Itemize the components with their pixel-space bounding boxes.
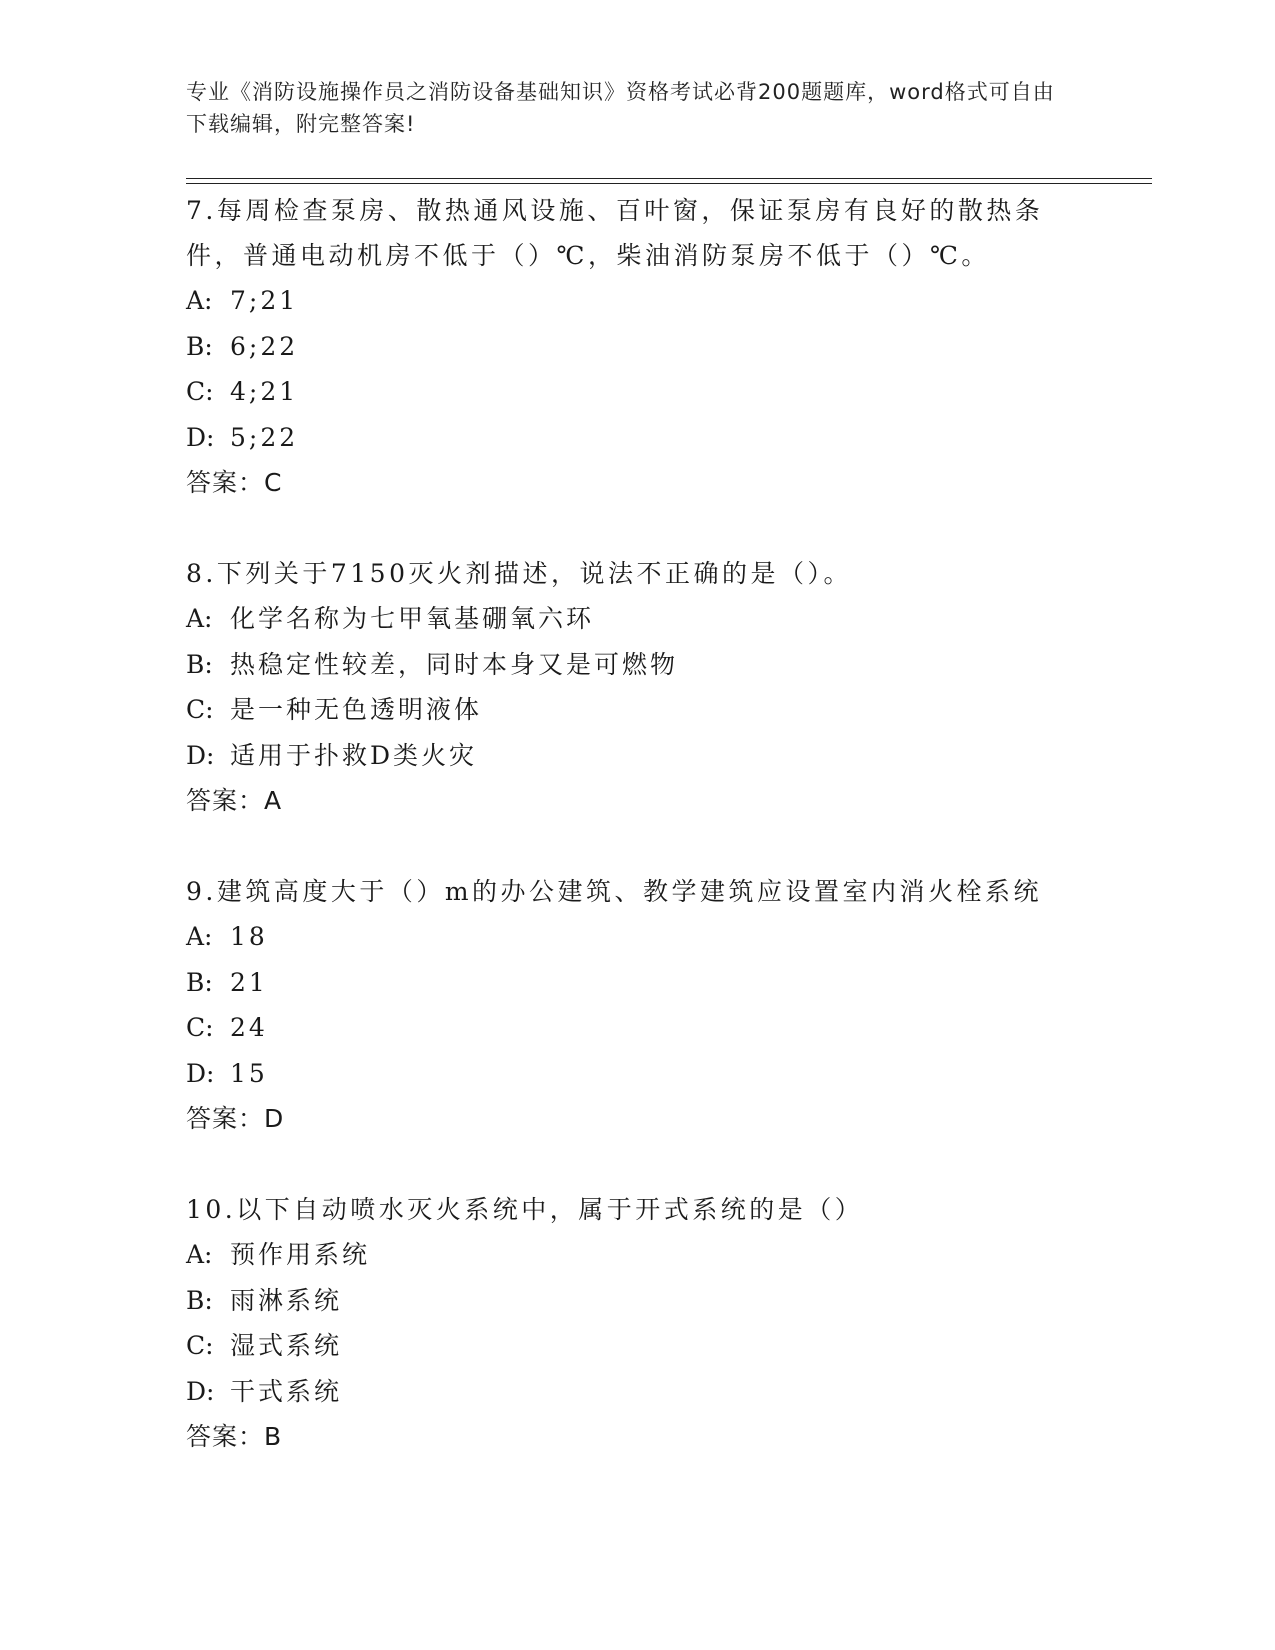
- option-key: D:: [186, 422, 215, 452]
- option-text: 适用于扑救D类火灾: [230, 740, 478, 770]
- option-c: [186, 1005, 1086, 1051]
- question-stem: 8.下列关于7150灭火剂描述，说法不正确的是（）。: [186, 559, 852, 588]
- option-text: 7;21: [230, 286, 299, 315]
- question-10: [186, 1187, 1086, 1459]
- option-d: [186, 1369, 1086, 1415]
- option-c: [186, 1323, 1086, 1369]
- option-b: [186, 1278, 1086, 1324]
- question-9: [186, 869, 1086, 1141]
- option-key: A:: [186, 604, 213, 633]
- option-a: [186, 1232, 1086, 1278]
- option-a: [186, 914, 1086, 960]
- option-text: 是一种无色透明液体: [230, 695, 483, 724]
- option-d: [186, 1051, 1086, 1097]
- option-c: [186, 687, 1086, 733]
- option-key: C:: [186, 1013, 214, 1042]
- option-d: [186, 733, 1086, 779]
- option-key: D:: [186, 1058, 215, 1088]
- option-text: 预作用系统: [230, 1240, 371, 1269]
- option-b: [186, 642, 1086, 688]
- option-text: 4;21: [230, 377, 299, 406]
- header-divider-bottom: [186, 183, 1152, 184]
- question-stem: 10.以下自动喷水灭火系统中，属于开式系统的是（）: [186, 1195, 864, 1224]
- option-b: [186, 324, 1086, 370]
- option-key: B:: [186, 967, 213, 997]
- question-stem: 9.建筑高度大于（）m的办公建筑、教学建筑应设置室内消火栓系统: [186, 877, 1043, 906]
- option-text: 热稳定性较差，同时本身又是可燃物: [230, 649, 679, 679]
- answer: 答案：D: [186, 1104, 285, 1133]
- option-key: C:: [186, 377, 214, 406]
- option-b: [186, 960, 1086, 1006]
- answer: 答案：A: [186, 786, 283, 815]
- option-text: 15: [230, 1058, 268, 1088]
- answer: 答案：C: [186, 468, 283, 497]
- option-key: A:: [186, 1240, 213, 1269]
- option-key: A:: [186, 286, 213, 315]
- option-key: B:: [186, 649, 213, 679]
- document-header: 专业《消防设施操作员之消防设备基础知识》资格考试必背200题题库，word格式可自由下载编辑，附完整答案!: [186, 80, 1055, 136]
- answer: 答案：B: [186, 1422, 283, 1451]
- option-d: [186, 415, 1086, 461]
- option-key: C:: [186, 695, 214, 724]
- option-key: A:: [186, 922, 213, 951]
- option-key: B:: [186, 1285, 213, 1315]
- option-text: 21: [230, 967, 268, 997]
- option-text: 18: [230, 922, 268, 951]
- option-text: 5;22: [230, 422, 299, 452]
- question-7: [186, 188, 1086, 505]
- option-key: D:: [186, 740, 215, 770]
- question-8: [186, 551, 1086, 823]
- option-text: 24: [230, 1013, 268, 1042]
- option-text: 干式系统: [230, 1376, 343, 1406]
- option-key: D:: [186, 1376, 215, 1406]
- option-key: C:: [186, 1331, 214, 1360]
- option-text: 6;22: [230, 331, 299, 361]
- option-text: 雨淋系统: [230, 1285, 343, 1315]
- option-text: 化学名称为七甲氧基硼氧六环: [230, 604, 595, 633]
- option-text: 湿式系统: [230, 1331, 343, 1360]
- option-key: B:: [186, 331, 213, 361]
- header-divider-top: [186, 178, 1152, 179]
- option-a: [186, 596, 1086, 642]
- option-a: [186, 278, 1086, 324]
- option-c: [186, 369, 1086, 415]
- question-stem: 7.每周检查泵房、散热通风设施、百叶窗，保证泵房有良好的散热条件，普通电动机房不低于（）℃，柴油消防泵房不低于（）℃。: [186, 196, 1044, 270]
